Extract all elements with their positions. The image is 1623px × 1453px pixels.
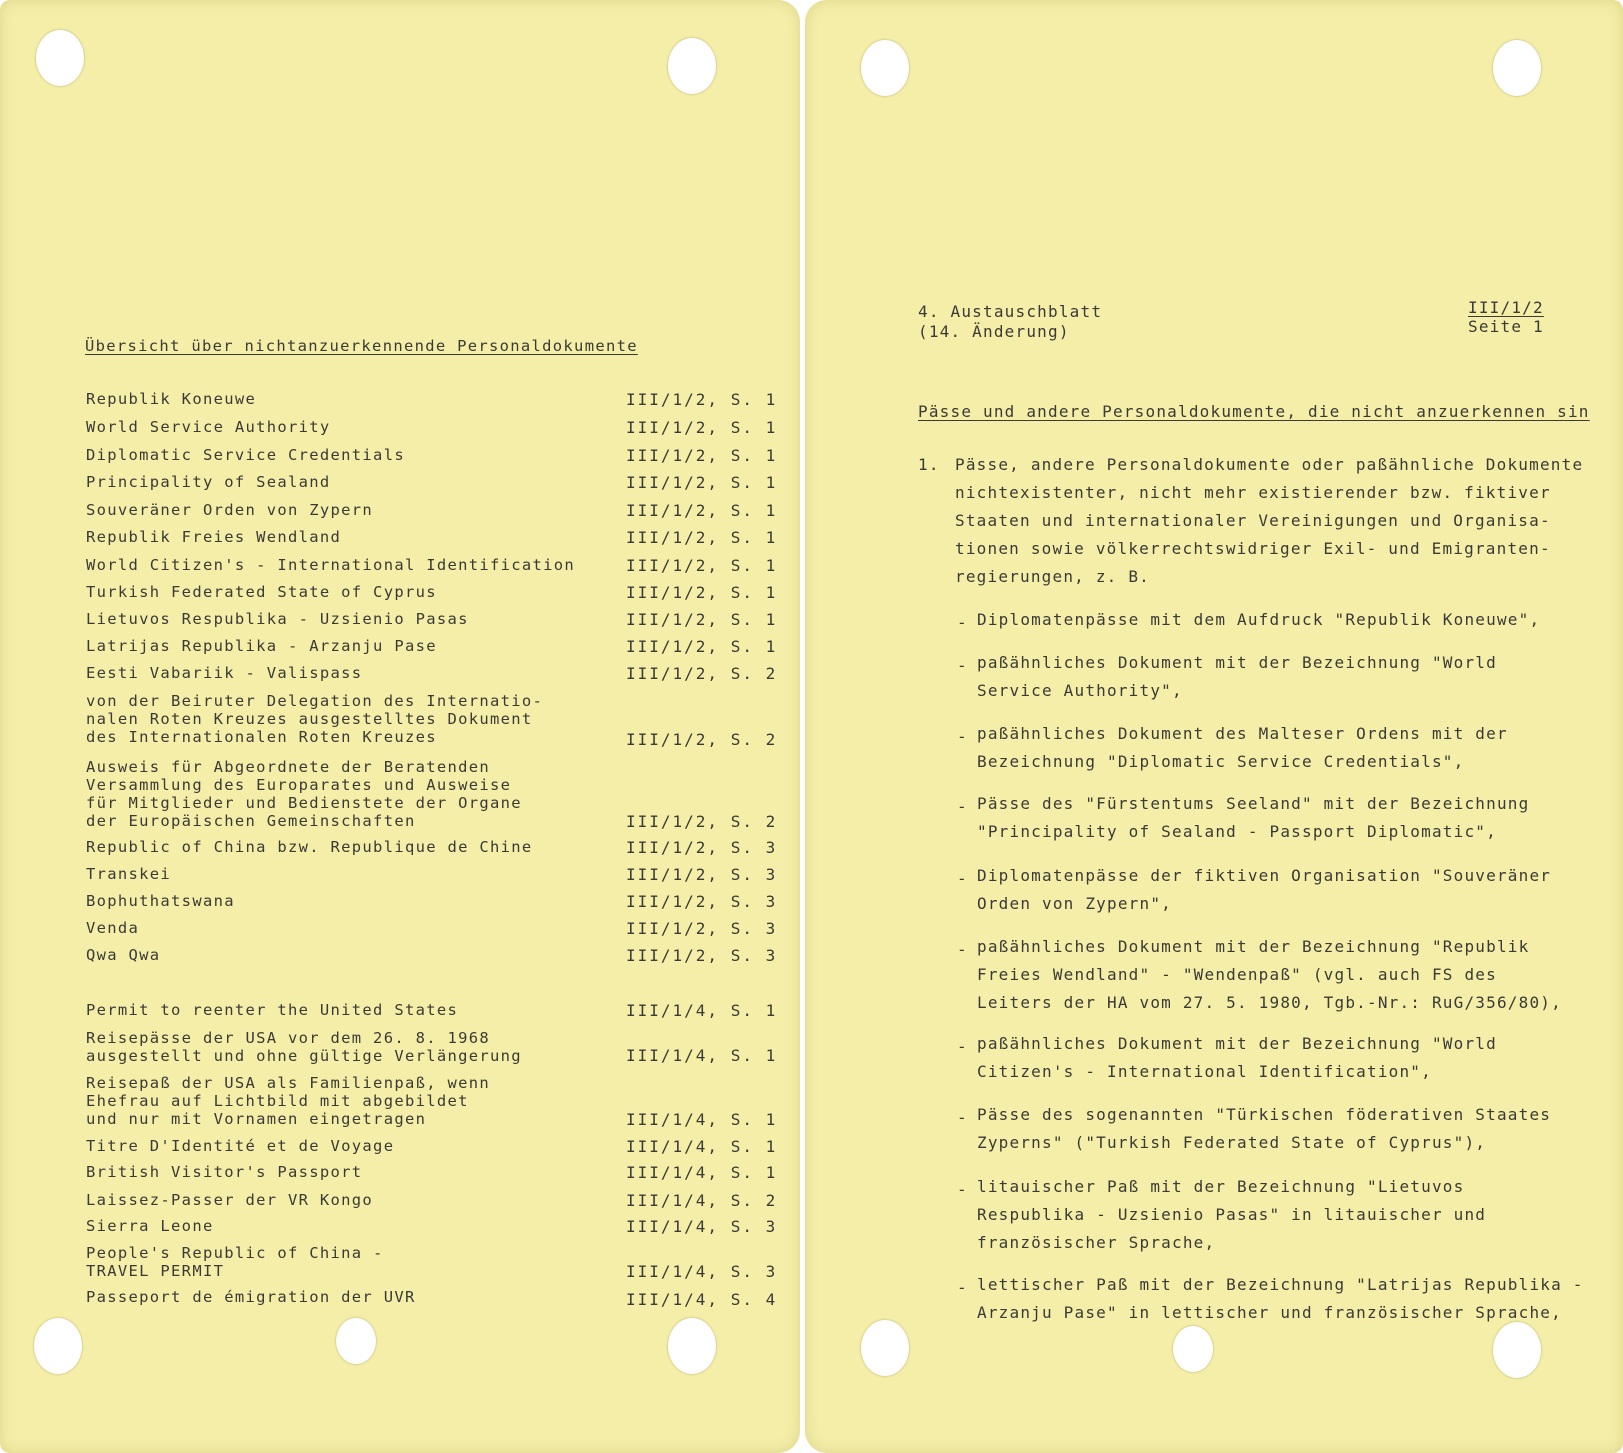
doc-name: Transkei [86, 865, 172, 883]
bullet-text: paßähnliches Dokument des Malteser Ordens mit der Bezeichnung "Diplomatic Service Credentials", [977, 724, 1508, 771]
section-heading: Pässe und andere Personaldokumente, die nicht anzuerkennen sin [918, 402, 1590, 421]
doc-name: Ausweis für Abgeordnete der Beratenden Versammlung des Europarates und Ausweise für Mitglieder und Bedienstete der Organe der Europäischen Gemeinschaften [86, 758, 522, 830]
doc-ref: III/1/2, S. 2 [626, 812, 778, 831]
doc-ref: III/1/2, S. 3 [626, 946, 778, 965]
doc-ref: III/1/4, S. 1 [626, 1110, 778, 1129]
item-number: 1. [918, 455, 940, 474]
doc-ref: III/1/2, S. 3 [626, 838, 778, 857]
left-page [0, 0, 800, 1453]
doc-ref: III/1/2, S. 1 [626, 610, 778, 629]
doc-name: People's Republic of China - TRAVEL PERMIT [86, 1244, 384, 1280]
doc-name: Latrijas Republika - Arzanju Pase [86, 637, 437, 655]
item-text: Pässe, andere Personaldokumente oder paßähnliche Dokumente nichtexistenter, nicht mehr existierender bzw. fiktiver Staaten und internationaler Vereinigungen und Organisa- tionen sowie völkerrechtswidriger Exil- und Emigranten- regierungen, z. B. [955, 455, 1584, 586]
doc-name: Lietuvos Respublika - Uzsienio Pasas [86, 610, 469, 628]
doc-ref: III/1/2, S. 1 [626, 418, 778, 437]
punch-hole [1493, 1322, 1541, 1378]
bullet-text: Pässe des "Fürstentums Seeland" mit der Bezeichnung "Principality of Sealand - Passport Diplomatic", [977, 794, 1530, 841]
doc-name: Venda [86, 919, 140, 937]
doc-name: Sierra Leone [86, 1217, 214, 1235]
doc-ref: III/1/4, S. 3 [626, 1217, 778, 1236]
punch-hole [861, 40, 909, 96]
bullet-text: lettischer Paß mit der Bezeichnung "Latrijas Republika - Arzanju Pase" in lettischer und französischer Sprache, [977, 1275, 1584, 1322]
bullet-text: paßähnliches Dokument mit der Bezeichnung "Republik Freies Wendland" - "Wendenpaß" (vgl. auch FS des Leiters der HA vom 27. 5. 1980, Tgb.-Nr.: RuG/356/80), [977, 937, 1562, 1012]
bullet-dash: - [957, 727, 967, 746]
bullet-text: Diplomatenpässe der fiktiven Organisation "Souveräner Orden von Zypern", [977, 866, 1552, 913]
doc-name: Permit to reenter the United States [86, 1001, 459, 1019]
punch-hole [668, 1318, 716, 1374]
bullet-dash: - [957, 1108, 967, 1127]
doc-name: Reisepaß der USA als Familienpaß, wenn Ehefrau auf Lichtbild mit abgebildet und nur mit Vornamen eingetragen [86, 1074, 491, 1128]
right-page [805, 0, 1623, 1453]
punch-hole [336, 1318, 376, 1364]
doc-ref: III/1/4, S. 1 [626, 1046, 778, 1065]
doc-ref: III/1/2, S. 1 [626, 637, 778, 656]
bullet-dash: - [957, 940, 967, 959]
punch-hole [36, 30, 84, 86]
doc-name: Souveräner Orden von Zypern [86, 501, 374, 519]
amendment-label: (14. Änderung) [918, 322, 1070, 341]
bullet-dash: - [957, 1037, 967, 1056]
doc-ref: III/1/4, S. 3 [626, 1262, 778, 1281]
bullet-dash: - [957, 613, 967, 632]
doc-name: Diplomatic Service Credentials [86, 446, 405, 464]
doc-ref: III/1/4, S. 2 [626, 1191, 778, 1210]
bullet-dash: - [957, 869, 967, 888]
bullet-dash: - [957, 797, 967, 816]
doc-name: Laissez-Passer der VR Kongo [86, 1191, 374, 1209]
doc-ref: III/1/2, S. 1 [626, 473, 778, 492]
doc-name: Republik Freies Wendland [86, 528, 342, 546]
doc-ref: III/1/2, S. 1 [626, 501, 778, 520]
page-ref: Seite 1 [1468, 317, 1544, 336]
punch-hole [1173, 1326, 1213, 1372]
punch-hole [34, 1318, 82, 1374]
doc-name: Bophuthatswana [86, 892, 235, 910]
doc-ref: III/1/2, S. 3 [626, 892, 778, 911]
doc-name: Titre D'Identité et de Voyage [86, 1137, 395, 1155]
doc-name: Republic of China bzw. Republique de Chine [86, 838, 533, 856]
bullet-text: litauischer Paß mit der Bezeichnung "Lietuvos Respublika - Uzsienio Pasas" in litauischer und französischer Sprache, [977, 1177, 1487, 1252]
section-ref: III/1/2 [1468, 298, 1544, 317]
doc-ref: III/1/2, S. 2 [626, 730, 778, 749]
bullet-dash: - [957, 1180, 967, 1199]
doc-ref: III/1/2, S. 1 [626, 446, 778, 465]
bullet-dash: - [957, 656, 967, 675]
punch-hole [1493, 40, 1541, 96]
doc-name: Reisepässe der USA vor dem 26. 8. 1968 ausgestellt und ohne gültige Verlängerung [86, 1029, 522, 1065]
bullet-dash: - [957, 1278, 967, 1297]
doc-ref: III/1/4, S. 1 [626, 1001, 778, 1020]
doc-ref: III/1/4, S. 1 [626, 1137, 778, 1156]
doc-name: British Visitor's Passport [86, 1163, 363, 1181]
punch-hole [861, 1320, 909, 1376]
doc-ref: III/1/4, S. 4 [626, 1290, 778, 1309]
bullet-text: Pässe des sogenannten "Türkischen föderativen Staates Zyperns" ("Turkish Federated State of Cyprus"), [977, 1105, 1552, 1152]
doc-ref: III/1/2, S. 3 [626, 919, 778, 938]
doc-ref: III/1/2, S. 1 [626, 583, 778, 602]
doc-ref: III/1/4, S. 1 [626, 1163, 778, 1182]
doc-name: Eesti Vabariik - Valispass [86, 664, 363, 682]
doc-name: Republik Koneuwe [86, 390, 257, 408]
bullet-text: paßähnliches Dokument mit der Bezeichnung "World Citizen's - International Identification", [977, 1034, 1497, 1081]
doc-name: World Service Authority [86, 418, 331, 436]
doc-ref: III/1/2, S. 1 [626, 390, 778, 409]
doc-ref: III/1/2, S. 3 [626, 865, 778, 884]
doc-ref: III/1/2, S. 2 [626, 664, 778, 683]
sheet-label: 4. Austauschblatt [918, 302, 1103, 321]
doc-ref: III/1/2, S. 1 [626, 528, 778, 547]
bullet-text: paßähnliches Dokument mit der Bezeichnung "World Service Authority", [977, 653, 1497, 700]
doc-name: World Citizen's - International Identification [86, 556, 576, 574]
doc-name: Turkish Federated State of Cyprus [86, 583, 437, 601]
punch-hole [668, 38, 716, 94]
doc-name: Passeport de émigration der UVR [86, 1288, 416, 1306]
doc-name: Qwa Qwa [86, 946, 161, 964]
overview-title: Übersicht über nichtanzuerkennende Personaldokumente [85, 337, 638, 355]
doc-name: von der Beiruter Delegation des Internatio- nalen Roten Kreuzes ausgestelltes Dokument des Internationalen Roten Kreuzes [86, 692, 544, 746]
doc-name: Principality of Sealand [86, 473, 331, 491]
doc-ref: III/1/2, S. 1 [626, 556, 778, 575]
bullet-text: Diplomatenpässe mit dem Aufdruck "Republik Koneuwe", [977, 610, 1541, 629]
